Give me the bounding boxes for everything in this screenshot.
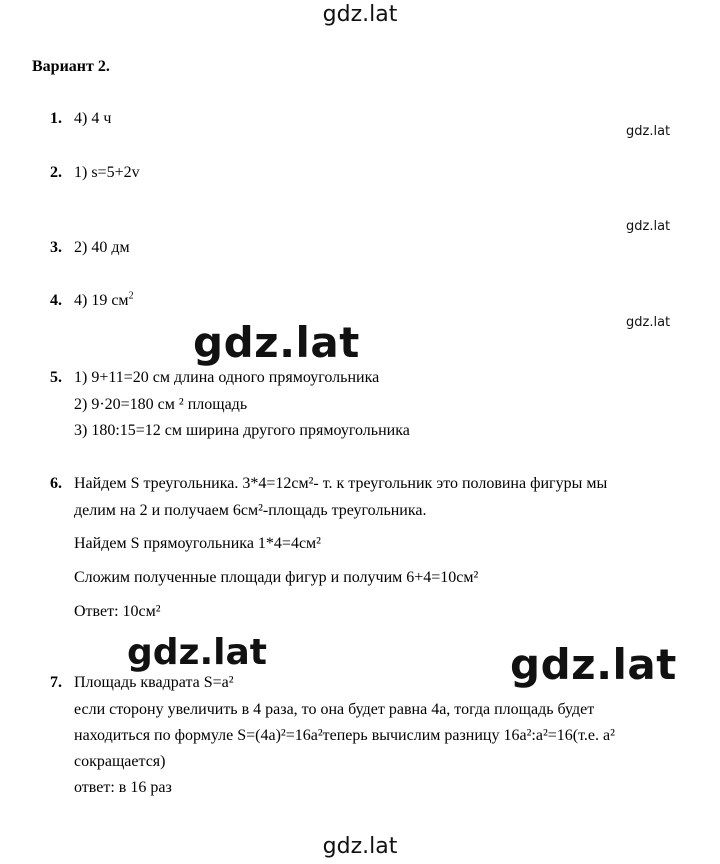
item-number-5: 5. [50, 369, 62, 386]
item-6-line-2: делим на 2 и получаем 6см²-площадь треугольника. [74, 502, 427, 519]
item-7-line-5: ответ: в 16 раз [74, 779, 172, 796]
item-2-line-1: 1) s=5+2v [74, 164, 140, 181]
watermark-right-1: gdz.lat [626, 124, 671, 139]
watermark-bottom: gdz.lat [322, 834, 398, 859]
item-4-line-1 [74, 292, 134, 310]
watermark-right-2: gdz.lat [626, 219, 671, 234]
item-7-line-4: сокращается) [74, 753, 166, 770]
item-number-1: 1. [50, 110, 62, 127]
item-3-line-1: 2) 40 дм [74, 239, 130, 256]
item-5-line-1: 1) 9+11=20 см длина одного прямоугольника [74, 369, 380, 386]
watermark-top: gdz.lat [322, 2, 398, 27]
item-5-line-3: 3) 180:15=12 см ширина другого прямоугольника [74, 422, 410, 439]
item-6-line-4: Сложим полученные площади фигур и получим 6+4=10см² [74, 569, 479, 586]
watermark-center-big: gdz.lat [193, 318, 360, 367]
item-number-6: 6. [50, 475, 62, 492]
item-7-line-1: Площадь квадрата S=a² [74, 674, 234, 691]
watermark-right-big: gdz.lat [510, 640, 677, 689]
item-4-text: 4) 19 см [74, 292, 129, 309]
item-number-4: 4. [50, 292, 62, 309]
item-number-2: 2. [50, 164, 62, 181]
item-6-line-3: Найдем S прямоугольника 1*4=4см² [74, 535, 321, 552]
watermark-right-3: gdz.lat [626, 315, 671, 330]
item-7-line-3: находиться по формуле S=(4a)²=16a²теперь вычислим разницу 16a²:a²=16(т.е. a² [74, 727, 615, 744]
item-5-line-2: 2) 9·20=180 см ² площадь [74, 396, 248, 413]
item-number-3: 3. [50, 239, 62, 256]
item-1-line-1: 4) 4 ч [74, 110, 112, 127]
item-6-line-1: Найдем S треугольника. 3*4=12см²- т. к треугольник это половина фигуры мы [74, 475, 608, 492]
item-number-7: 7. [50, 674, 62, 691]
item-4-superscript: 2 [128, 290, 134, 302]
item-6-line-5: Ответ: 10см² [74, 603, 161, 620]
variant-title: Вариант 2. [32, 58, 110, 75]
item-7-line-2: если сторону увеличить в 4 раза, то она будет равна 4а, тогда площадь будет [74, 701, 595, 718]
watermark-left-mid: gdz.lat [127, 632, 268, 673]
